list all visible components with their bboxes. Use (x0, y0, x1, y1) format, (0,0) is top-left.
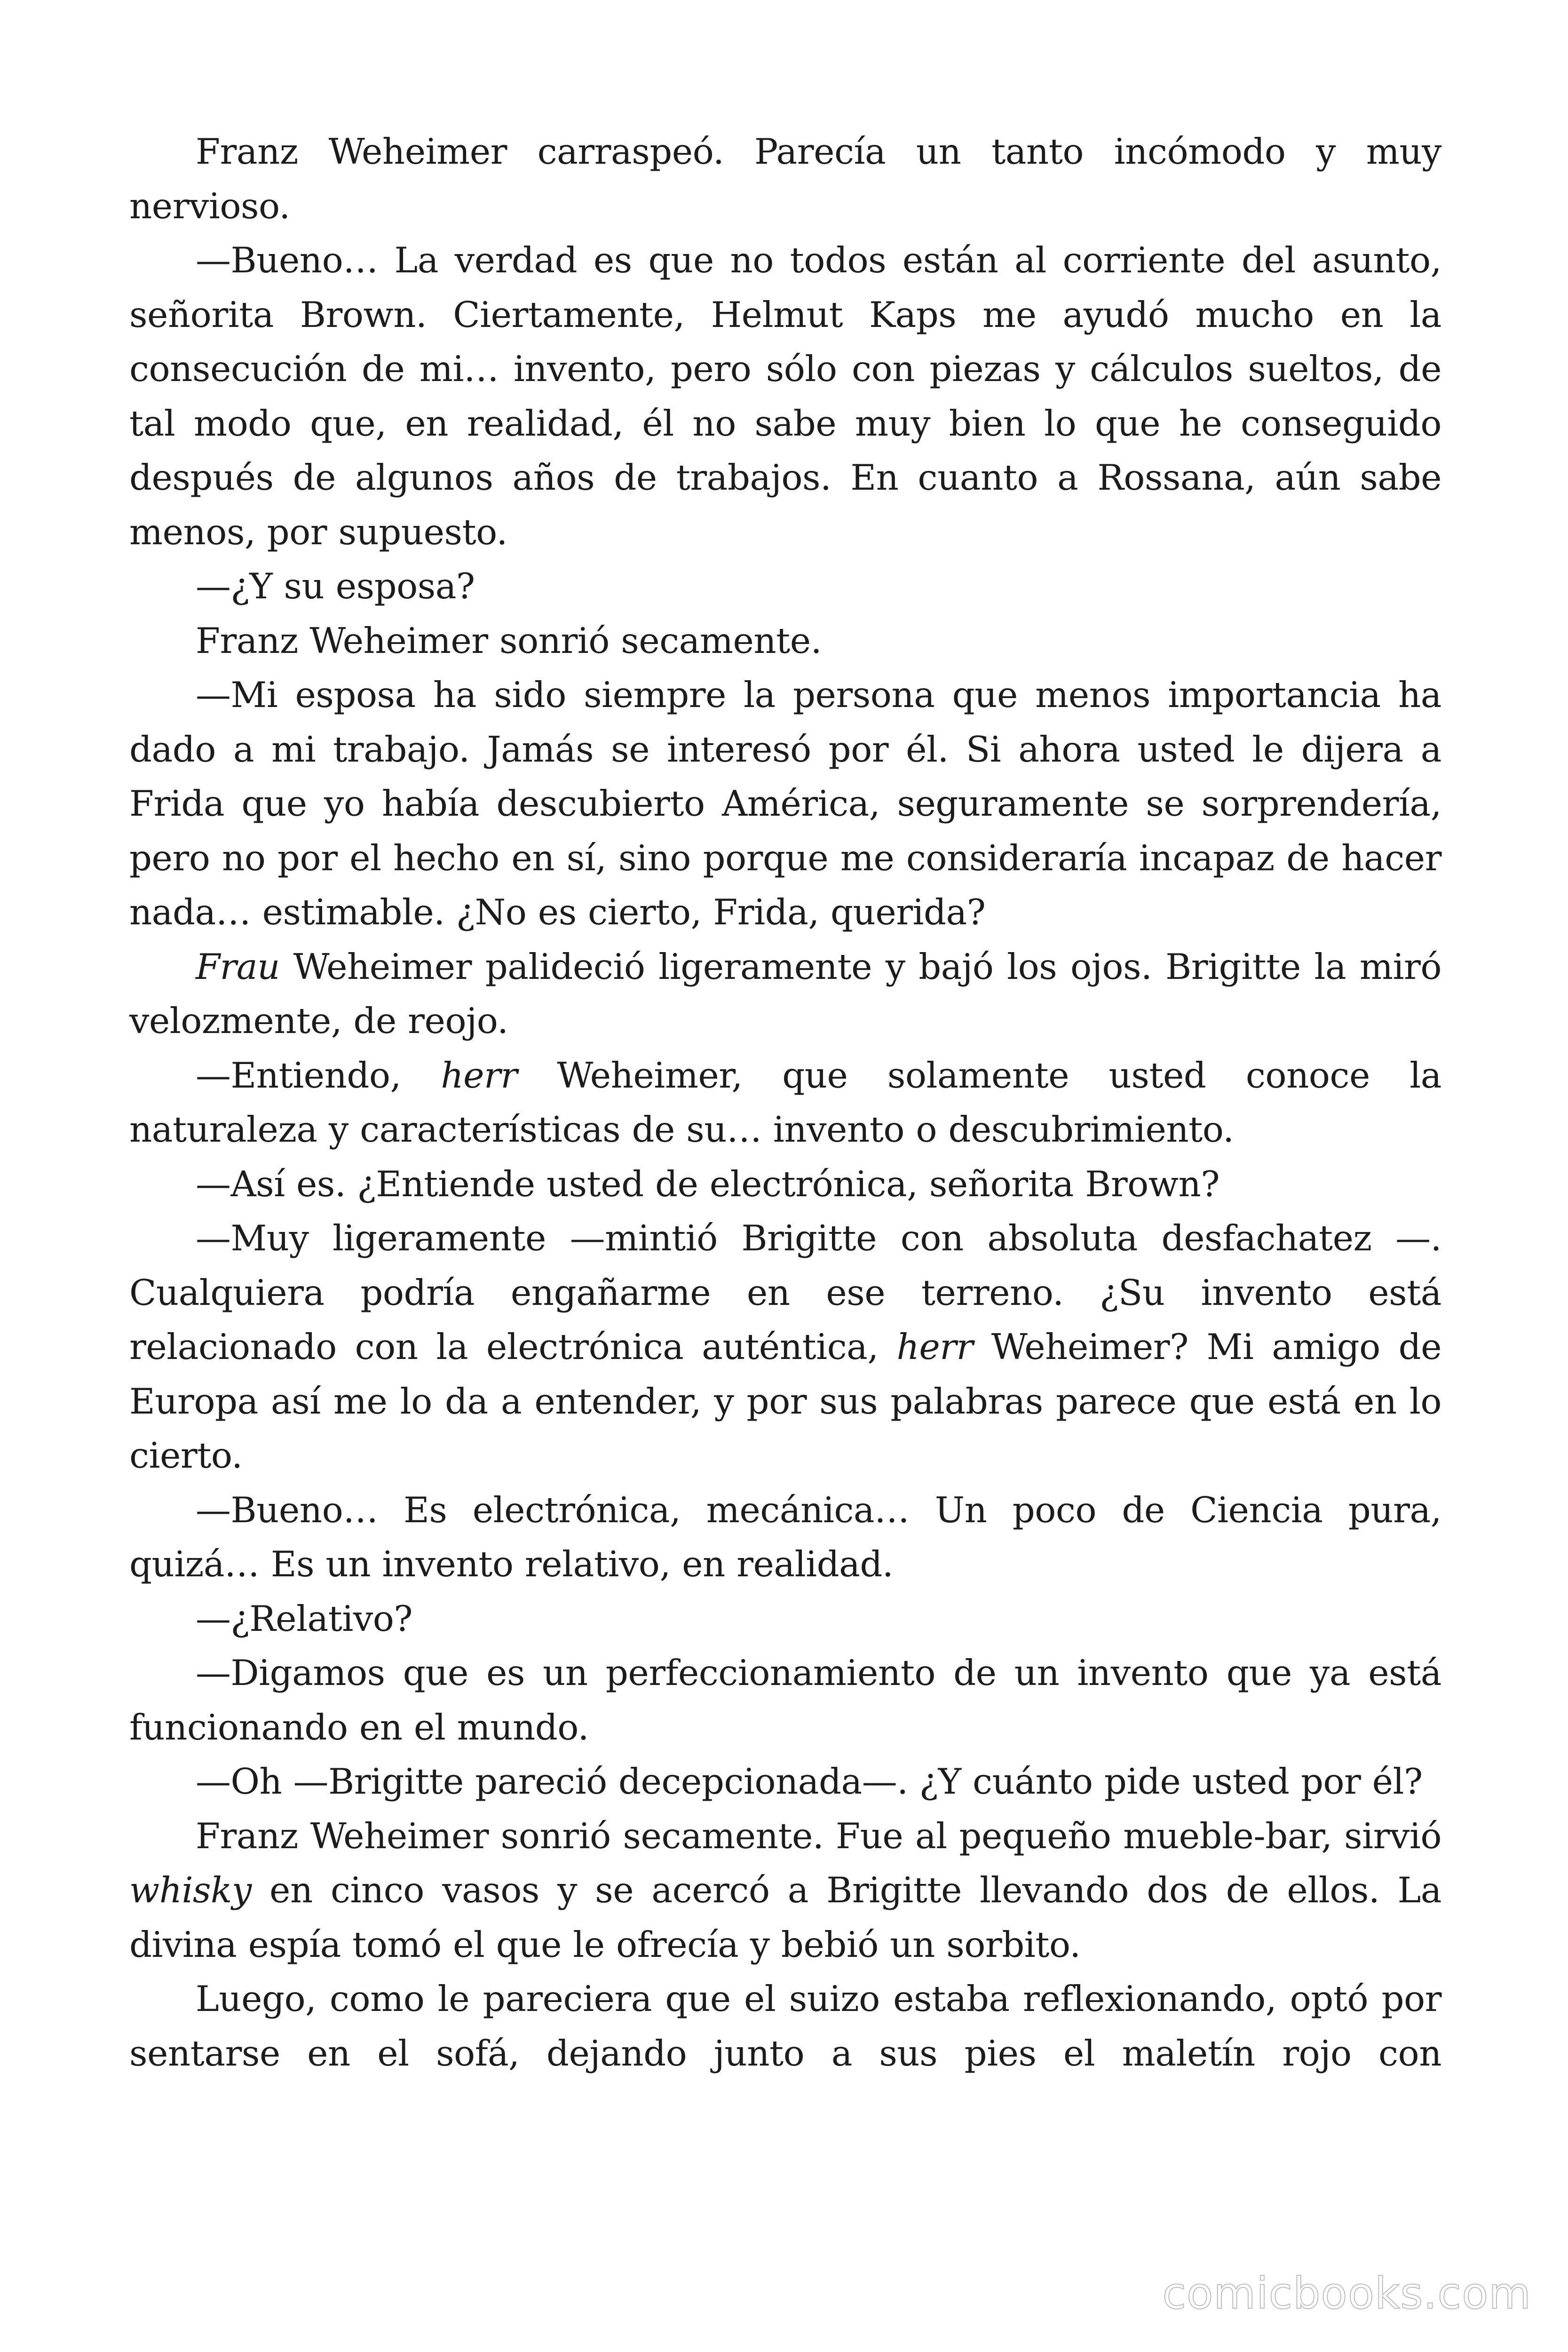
paragraph (129, 1972, 1441, 2081)
paragraph-text: —¿Y su esposa? (196, 565, 475, 607)
paragraph-text: —Oh —Brigitte pareció decepcionada—. ¿Y cuánto pide usted por él? (196, 1761, 1423, 1802)
paragraph (129, 614, 1441, 668)
paragraph-text: Weheimer, que solamente usted conoce la naturaleza y características de su… invento o descubrimiento. (129, 1054, 1442, 1150)
paragraph (129, 1157, 1441, 1212)
paragraph (129, 940, 1441, 1049)
paragraph (129, 233, 1441, 559)
italic-word: herr (896, 1326, 973, 1367)
paragraph-text: —¿Relativo? (196, 1597, 413, 1639)
watermark: comicbooks.com (1162, 2268, 1531, 2319)
paragraph-text: Weheimer? Mi amigo de Europa así me lo da a entender, y por sus palabras parece que está en lo cierto. (129, 1326, 1441, 1476)
paragraph-text: —Así es. ¿Entiende usted de electrónica, señorita Brown? (196, 1163, 1220, 1205)
paragraph (129, 125, 1441, 233)
italic-word: herr (441, 1054, 517, 1096)
paragraph (129, 668, 1441, 940)
paragraph-text: —Bueno… Es electrónica, mecánica… Un poco de Ciencia pura, quizá… Es un invento relativo, en realidad. (129, 1489, 1441, 1585)
italic-word: Frau (196, 946, 280, 987)
paragraph (129, 1483, 1441, 1592)
paragraph (129, 1211, 1441, 1483)
paragraph (129, 1592, 1441, 1646)
paragraph-text: Weheimer palideció ligeramente y bajó los ojos. Brigitte la miró velozmente, de reojo. (129, 946, 1441, 1041)
paragraph-text: Luego, como le pareciera que el suizo estaba reflexionando, optó por sentarse en el sofá, dejando junto a sus pies el maletín rojo con (129, 1978, 1441, 2074)
paragraph-text: —Digamos que es un perfeccionamiento de un invento que ya está funcionando en el mundo. (129, 1652, 1441, 1748)
paragraph-text: en cinco vasos y se acercó a Brigitte llevando dos de ellos. La divina espía tomó el que le ofrecía y bebió un sorbito. (129, 1869, 1441, 1965)
body-text (129, 125, 1441, 2081)
italic-word: whisky (129, 1869, 252, 1911)
paragraph-text: Franz Weheimer carraspeó. Parecía un tanto incómodo y muy nervioso. (129, 131, 1441, 227)
paragraph-text: Franz Weheimer sonrió secamente. (196, 620, 822, 661)
paragraph (129, 559, 1441, 614)
paragraph-text: —Muy ligeramente —mintió Brigitte con absoluta desfachatez —. Cualquiera podría engañarme en ese terreno. ¿Su invento está relacionado con la electrónica auténtica, (129, 1217, 1441, 1367)
paragraph (129, 1755, 1441, 1809)
paragraph-text: —Mi esposa ha sido siempre la persona que menos importancia ha dado a mi trabajo. Jamás se interesó por él. Si ahora usted le dijera a Frida que yo había descubierto América, seguramente se sorprendería, pero no por el hecho en sí, sino porque me consideraría incapaz de hacer nada… estimable. ¿No es cierto, Frida, querida? (129, 674, 1441, 933)
paragraph (129, 1646, 1441, 1755)
paragraph-text: —Entiendo, (196, 1054, 441, 1096)
paragraph-text: —Bueno… La verdad es que no todos están al corriente del asunto, señorita Brown. Ciertamente, Helmut Kaps me ayudó mucho en la consecución de mi… invento, pero sólo con piezas y cálculos sueltos, de tal modo que, en realidad, él no sabe muy bien lo que he conseguido después de algunos años de trabajos. En cuanto a Rossana, aún sabe menos, por supuesto. (129, 239, 1441, 553)
paragraph (129, 1049, 1441, 1157)
paragraph (129, 1809, 1441, 1972)
paragraph-text: Franz Weheimer sonrió secamente. Fue al pequeño mueble-bar, sirvió (196, 1815, 1441, 1857)
